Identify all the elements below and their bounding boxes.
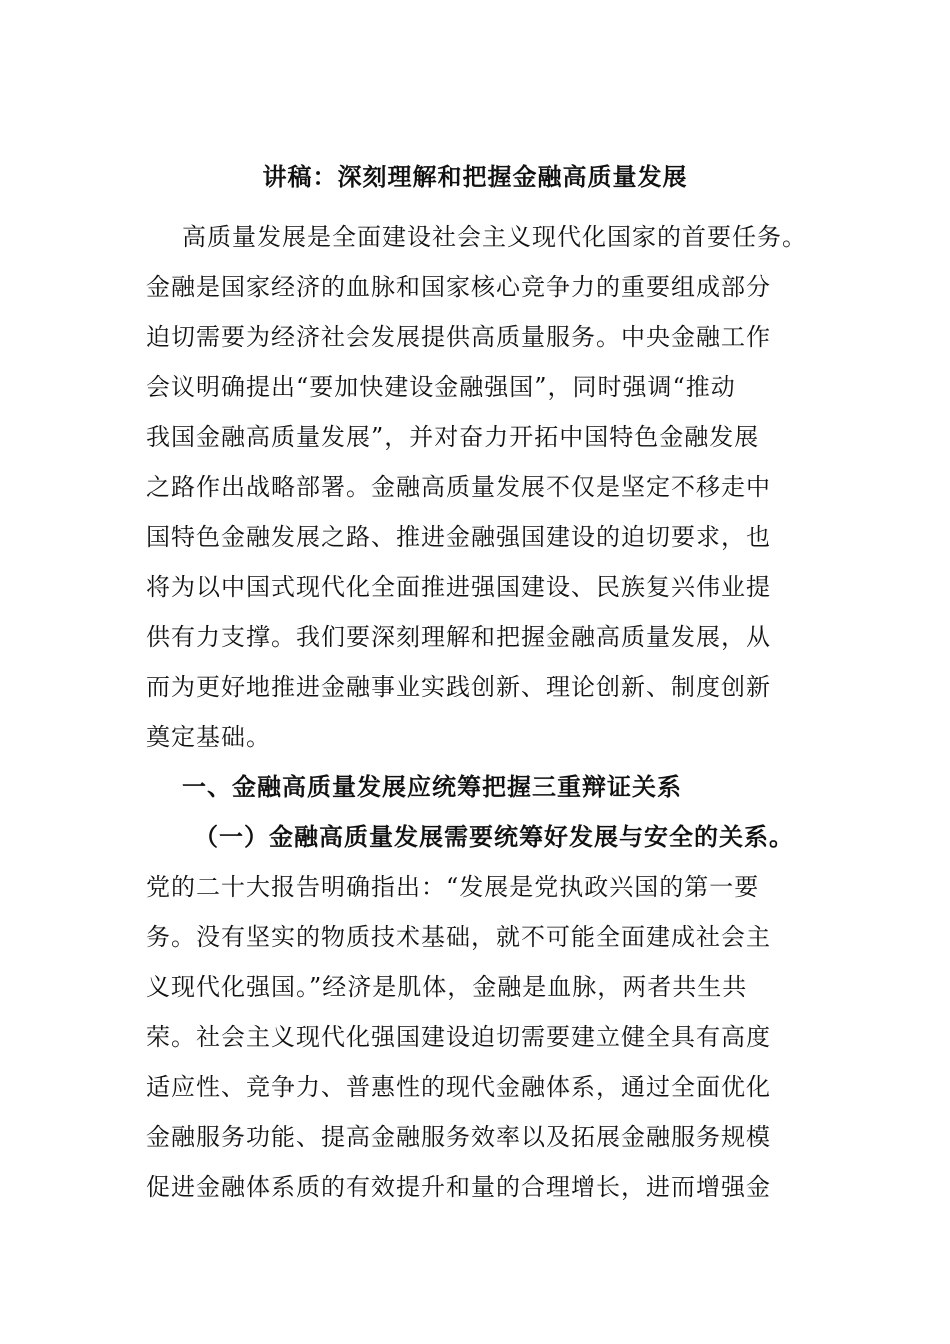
intro-line-10: 而为更好地推进金融事业实践创新、理论创新、制度创新 [146, 673, 771, 701]
body-line-1: 党的二十大报告明确指出：“发展是党执政兴国的第一要 [146, 873, 760, 901]
intro-line-1: 高质量发展是全面建设社会主义现代化国家的首要任务。 [182, 223, 807, 251]
intro-line-9: 供有力支撑。我们要深刻理解和把握金融高质量发展，从 [146, 623, 771, 651]
intro-line-11: 奠定基础。 [146, 723, 271, 751]
body-line-7: 促进金融体系质的有效提升和量的合理增长，进而增强金 [146, 1173, 771, 1201]
document-title: 讲稿：深刻理解和把握金融高质量发展 [262, 162, 688, 191]
intro-line-4: 会议明确提出“要加快建设金融强国”，同时强调“推动 [146, 373, 736, 401]
intro-line-2: 金融是国家经济的血脉和国家核心竞争力的重要组成部分 [146, 273, 771, 301]
intro-line-7: 国特色金融发展之路、推进金融强国建设的迫切要求，也 [146, 523, 771, 551]
intro-line-5: 我国金融高质量发展”，并对奋力开拓中国特色金融发展 [146, 423, 760, 451]
body-line-6: 金融服务功能、提高金融服务效率以及拓展金融服务规模 [146, 1123, 771, 1151]
body-line-5: 适应性、竞争力、普惠性的现代金融体系，通过全面优化 [146, 1073, 771, 1101]
intro-line-3: 迫切需要为经济社会发展提供高质量服务。中央金融工作 [146, 323, 771, 351]
body-line-2: 务。没有坚实的物质技术基础，就不可能全面建成社会主 [146, 923, 771, 951]
section-heading: 一、金融高质量发展应统筹把握三重辩证关系 [182, 772, 682, 801]
subsection-heading: （一）金融高质量发展需要统筹好发展与安全的关系。 [194, 822, 794, 851]
intro-line-8: 将为以中国式现代化全面推进强国建设、民族复兴伟业提 [146, 573, 771, 601]
intro-line-6: 之路作出战略部署。金融高质量发展不仅是坚定不移走中 [146, 473, 771, 501]
body-line-4: 荣。社会主义现代化强国建设迫切需要建立健全具有高度 [146, 1023, 771, 1051]
body-line-3: 义现代化强国。”经济是肌体，金融是血脉，两者共生共 [146, 973, 748, 1001]
